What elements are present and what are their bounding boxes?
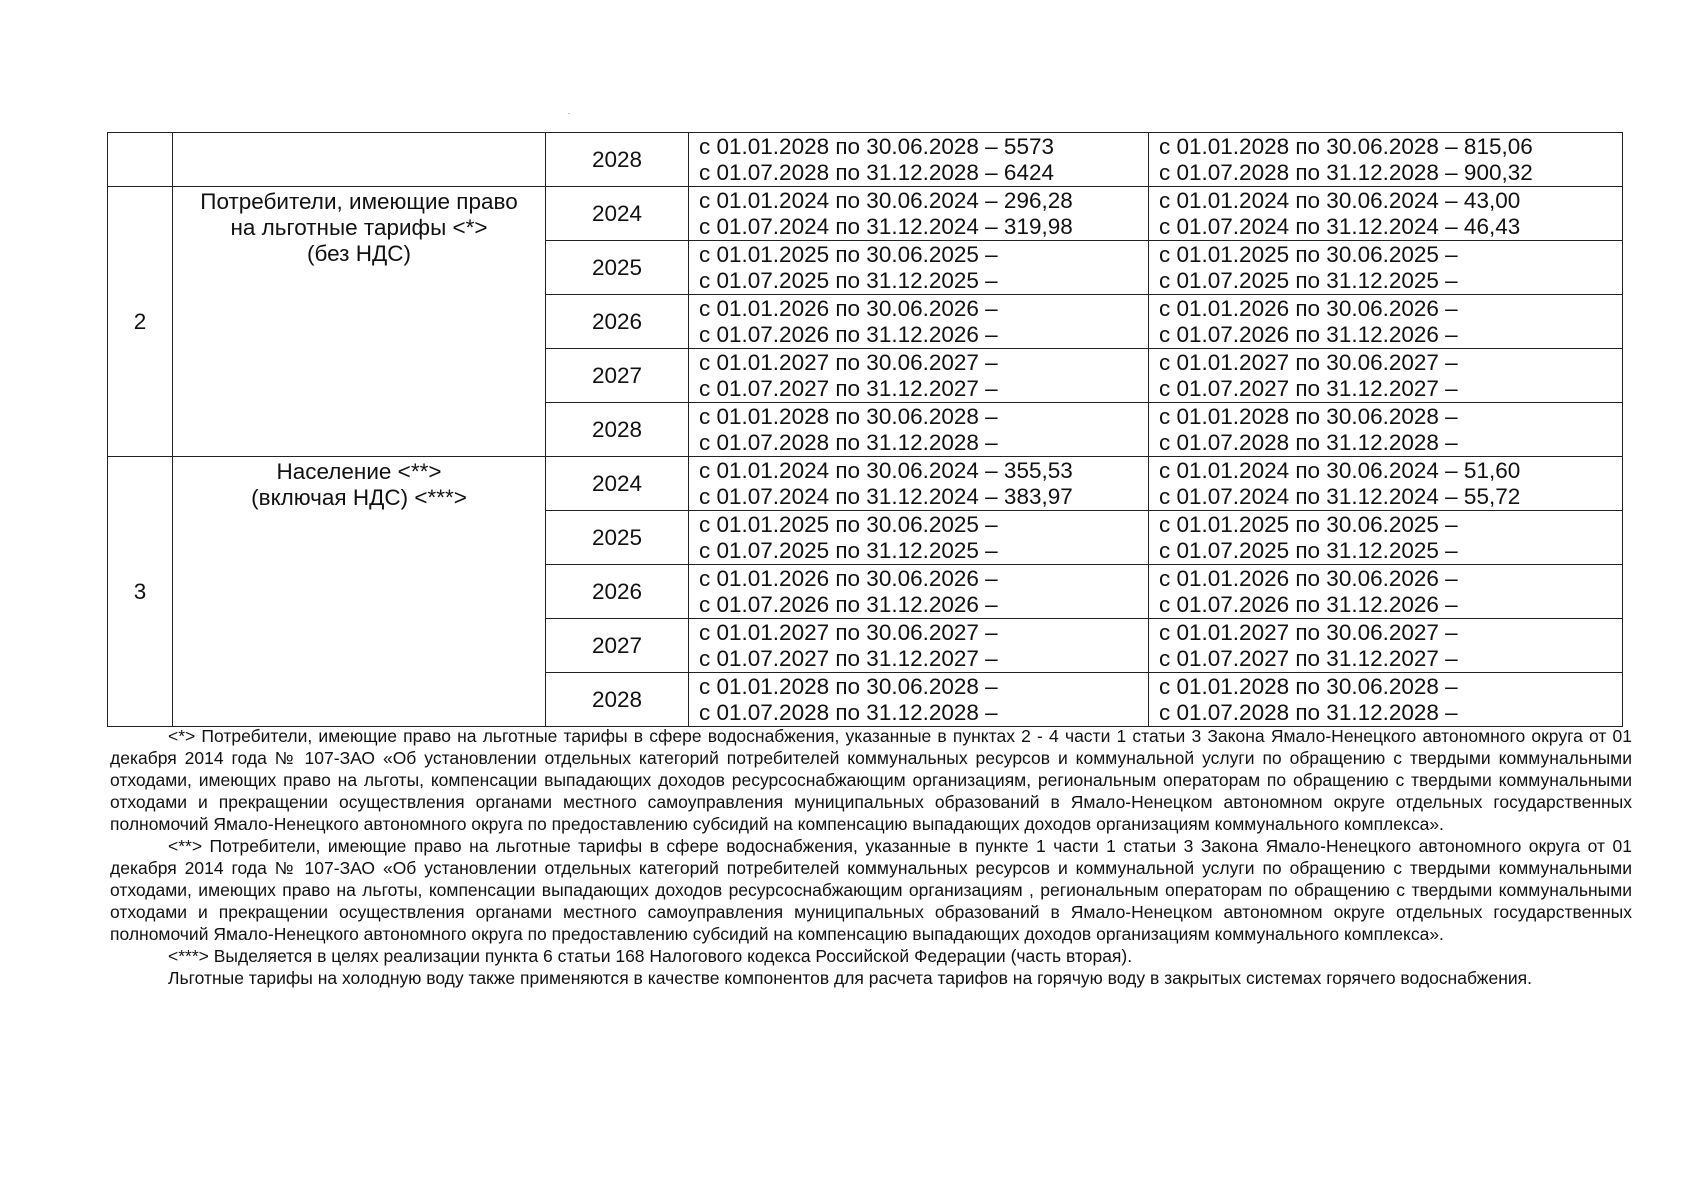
- footnote-population: <**> Потребители, имеющие право на льготные тарифы в сфере водоснабжения, указанные в пункте 1 части 1 статьи 3 Закона Ямало-Ненецкого автономного округа от 01 декабря 2014 года № 107-ЗАО «Об установлении отдельных категорий потребителей коммунальных ресурсов и коммунальной услуги по обращению с твердыми коммунальными отходами, имеющих право на льготы, компенсации выпадающих доходов ресурсоснабжающим организациям , региональным операторам по обращению с твердыми коммунальными отходами и прекращении осуществления органами местного самоуправления муниципальных образований в Ямало-Ненецком автономном округе отдельных государственных полномочий Ямало-Ненецкого автономного округа по предоставлению субсидий на компенсацию выпадающих доходов организациям коммунального комплекса».: [110, 836, 1632, 944]
- category-line: (без НДС): [307, 241, 411, 266]
- tariff-period-cell: [689, 511, 1149, 565]
- row-number: 3: [108, 457, 173, 727]
- period-line: с 01.01.2025 по 30.06.2025 –: [699, 511, 998, 537]
- period-line: с 01.07.2028 по 31.12.2028 –: [699, 429, 998, 455]
- period-line: с 01.07.2027 по 31.12.2027 –: [699, 375, 998, 401]
- period-line: с 01.01.2028 по 30.06.2028 –: [699, 403, 998, 429]
- year-cell: 2028: [546, 133, 689, 187]
- period-line: с 01.01.2025 по 30.06.2025 –: [699, 241, 998, 267]
- tariff-period-cell: [689, 565, 1149, 619]
- table-row: [108, 133, 1623, 187]
- footnote-vat: <***> Выделяется в целях реализации пункта 6 статьи 168 Налогового кодекса Российской Федерации (часть вторая).: [168, 946, 1133, 966]
- period-line: с 01.01.2024 по 30.06.2024 – 43,00: [1159, 187, 1521, 213]
- year-cell: 2024: [546, 187, 689, 241]
- period-line: с 01.01.2028 по 30.06.2028 – 5573: [699, 133, 1054, 159]
- period-line: с 01.07.2024 по 31.12.2024 – 319,98: [699, 213, 1073, 239]
- footnote-hot-water-note: Льготные тарифы на холодную воду также применяются в качестве компонентов для расчета тарифов на горячую воду в закрытых системах горячего водоснабжения.: [168, 968, 1533, 988]
- tariff-period-cell: [1149, 133, 1623, 187]
- consumer-category: [173, 187, 546, 457]
- tariff-period-cell: [1149, 565, 1623, 619]
- category-line: (включая НДС) <***>: [251, 485, 467, 510]
- year-cell: 2025: [546, 511, 689, 565]
- period-line: с 01.07.2026 по 31.12.2026 –: [1159, 591, 1458, 617]
- scan-speck: [568, 113, 570, 114]
- tariff-period-cell: [1149, 187, 1623, 241]
- period-line: с 01.01.2024 по 30.06.2024 – 296,28: [699, 187, 1073, 213]
- category-line: Потребители, имеющие право: [200, 189, 518, 214]
- period-line: с 01.01.2024 по 30.06.2024 – 355,53: [699, 457, 1073, 483]
- period-line: с 01.01.2028 по 30.06.2028 –: [1159, 673, 1458, 699]
- period-line: с 01.07.2024 по 31.12.2024 – 383,97: [699, 483, 1073, 509]
- period-line: с 01.07.2028 по 31.12.2028 –: [699, 699, 998, 725]
- period-line: с 01.07.2025 по 31.12.2025 –: [699, 537, 998, 563]
- period-line: с 01.01.2027 по 30.06.2027 –: [699, 349, 998, 375]
- tariff-period-cell: [689, 619, 1149, 673]
- tariff-period-cell: [689, 133, 1149, 187]
- tariff-period-cell: [689, 295, 1149, 349]
- period-line: с 01.01.2027 по 30.06.2027 –: [1159, 619, 1458, 645]
- year-cell: 2024: [546, 457, 689, 511]
- tariff-table: [107, 132, 1623, 727]
- period-line: с 01.07.2026 по 31.12.2026 –: [699, 321, 998, 347]
- tariff-period-cell: [689, 187, 1149, 241]
- period-line: с 01.01.2026 по 30.06.2026 –: [699, 565, 998, 591]
- table-row: [108, 457, 1623, 511]
- tariff-period-cell: [689, 241, 1149, 295]
- year-cell: 2028: [546, 403, 689, 457]
- period-line: с 01.07.2026 по 31.12.2026 –: [1159, 321, 1458, 347]
- period-line: с 01.07.2028 по 31.12.2028 –: [1159, 429, 1458, 455]
- period-line: с 01.01.2028 по 30.06.2028 –: [699, 673, 998, 699]
- period-line: с 01.01.2026 по 30.06.2026 –: [1159, 565, 1458, 591]
- period-line: с 01.07.2025 по 31.12.2025 –: [699, 267, 998, 293]
- tariff-period-cell: [689, 673, 1149, 727]
- tariff-period-cell: [689, 349, 1149, 403]
- year-cell: 2025: [546, 241, 689, 295]
- table-row: [108, 187, 1623, 241]
- period-line: с 01.07.2028 по 31.12.2028 – 900,32: [1159, 159, 1533, 185]
- period-line: с 01.07.2024 по 31.12.2024 – 55,72: [1159, 483, 1521, 509]
- period-line: с 01.07.2027 по 31.12.2027 –: [1159, 375, 1458, 401]
- period-line: с 01.01.2028 по 30.06.2028 –: [1159, 403, 1458, 429]
- period-line: с 01.01.2027 по 30.06.2027 –: [699, 619, 998, 645]
- year-cell: 2027: [546, 349, 689, 403]
- period-line: с 01.01.2025 по 30.06.2025 –: [1159, 511, 1458, 537]
- period-line: с 01.01.2028 по 30.06.2028 – 815,06: [1159, 133, 1533, 159]
- period-line: с 01.07.2026 по 31.12.2026 –: [699, 591, 998, 617]
- period-line: с 01.07.2028 по 31.12.2028 – 6424: [699, 159, 1054, 185]
- tariff-period-cell: [1149, 673, 1623, 727]
- category-line: на льготные тарифы <*>: [230, 215, 488, 240]
- row-number: [108, 133, 173, 187]
- period-line: с 01.07.2027 по 31.12.2027 –: [699, 645, 998, 671]
- period-line: с 01.07.2025 по 31.12.2025 –: [1159, 537, 1458, 563]
- tariff-period-cell: [1149, 457, 1623, 511]
- period-line: с 01.07.2025 по 31.12.2025 –: [1159, 267, 1458, 293]
- year-cell: 2026: [546, 565, 689, 619]
- tariff-period-cell: [1149, 349, 1623, 403]
- tariff-period-cell: [1149, 619, 1623, 673]
- tariff-period-cell: [1149, 511, 1623, 565]
- consumer-category: [173, 133, 546, 187]
- tariff-period-cell: [689, 403, 1149, 457]
- tariff-period-cell: [689, 457, 1149, 511]
- period-line: с 01.01.2024 по 30.06.2024 – 51,60: [1159, 457, 1521, 483]
- row-number: 2: [108, 187, 173, 457]
- period-line: с 01.07.2024 по 31.12.2024 – 46,43: [1159, 213, 1521, 239]
- tariff-period-cell: [1149, 295, 1623, 349]
- year-cell: 2028: [546, 673, 689, 727]
- period-line: с 01.07.2028 по 31.12.2028 –: [1159, 699, 1458, 725]
- period-line: с 01.01.2026 по 30.06.2026 –: [699, 295, 998, 321]
- consumer-category: [173, 457, 546, 727]
- category-line: Население <**>: [276, 459, 442, 484]
- period-line: с 01.07.2027 по 31.12.2027 –: [1159, 645, 1458, 671]
- tariff-period-cell: [1149, 403, 1623, 457]
- year-cell: 2027: [546, 619, 689, 673]
- period-line: с 01.01.2025 по 30.06.2025 –: [1159, 241, 1458, 267]
- period-line: с 01.01.2026 по 30.06.2026 –: [1159, 295, 1458, 321]
- tariff-period-cell: [1149, 241, 1623, 295]
- footnote-consumers-benefits: <*> Потребители, имеющие право на льготные тарифы в сфере водоснабжения, указанные в пунктах 2 - 4 части 1 статьи 3 Закона Ямало-Ненецкого автономного округа от 01 декабря 2014 года № 107-ЗАО «Об установлении отдельных категорий потребителей коммунальных ресурсов и коммунальной услуги по обращению с твердыми коммунальными отходами, имеющих право на льготы, компенсации выпадающих доходов ресурсоснабжающим организациям, региональным операторам по обращению с твердыми коммунальными отходами и прекращении осуществления органами местного самоуправления муниципальных образований в Ямало-Ненецком автономном округе отдельных государственных полномочий Ямало-Ненецкого автономного округа по предоставлению субсидий на компенсацию выпадающих доходов организациям коммунального комплекса».: [110, 726, 1632, 834]
- period-line: с 01.01.2027 по 30.06.2027 –: [1159, 349, 1458, 375]
- footnotes: [110, 725, 1632, 989]
- year-cell: 2026: [546, 295, 689, 349]
